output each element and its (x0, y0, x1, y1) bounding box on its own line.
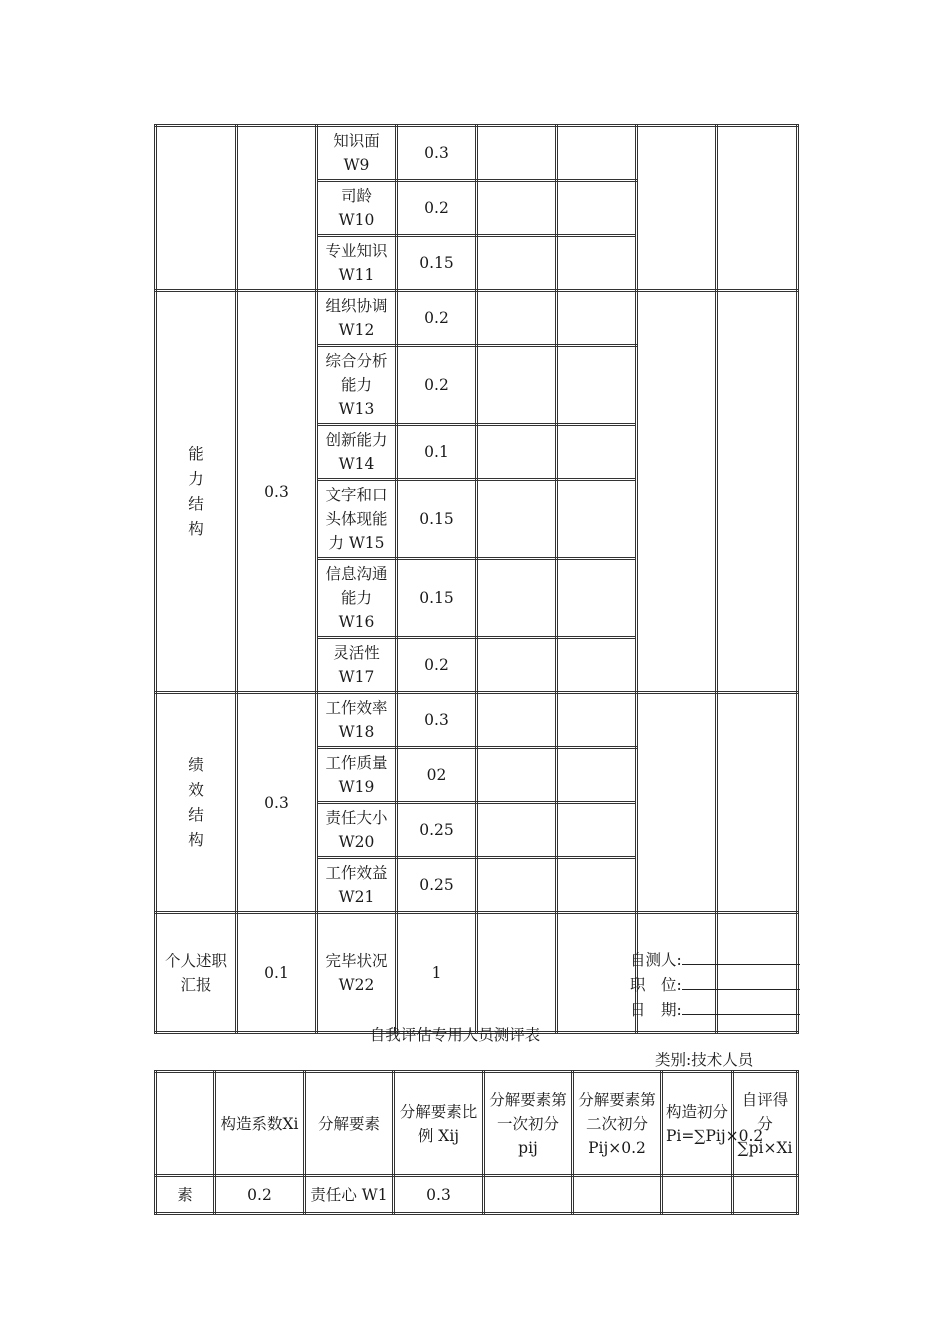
ratio-cell: 0.15 (397, 236, 477, 291)
group-weight-cell: 0.3 (237, 291, 317, 693)
group-weight-cell: 0.2 (215, 1176, 305, 1214)
date-label: 日 期: (630, 1001, 682, 1019)
second-score-cell[interactable] (557, 181, 637, 236)
table-row (156, 126, 798, 181)
ratio-cell: 0.3 (397, 693, 477, 748)
header-cell: 构造初分Pi=∑Pij×0.2 (662, 1072, 733, 1176)
first-score-cell[interactable] (477, 638, 557, 693)
tester-line[interactable] (682, 948, 800, 965)
date-line[interactable] (682, 998, 800, 1015)
second-score-cell[interactable] (573, 1176, 662, 1214)
first-score-cell[interactable] (477, 748, 557, 803)
tester-signature (630, 948, 800, 972)
ratio-cell: 0.2 (397, 291, 477, 346)
second-score-cell[interactable] (557, 480, 637, 559)
factor-cell: 创新能力W14 (317, 425, 397, 480)
factor-cell: 知识面W9 (317, 126, 397, 181)
group-name-cell (156, 126, 237, 291)
second-score-cell[interactable] (557, 803, 637, 858)
category-label: 类别:技术人员 (655, 1051, 754, 1069)
first-score-cell[interactable] (477, 181, 557, 236)
first-score-cell[interactable] (484, 1176, 573, 1214)
table-row (156, 1176, 798, 1214)
ratio-cell: 0.3 (397, 126, 477, 181)
ratio-cell: 02 (397, 748, 477, 803)
group-name-cell: 素 (156, 1176, 215, 1214)
header-row (156, 1072, 798, 1176)
initial-score-cell[interactable] (637, 291, 717, 693)
factor-cell: 工作质量W19 (317, 748, 397, 803)
header-cell: 构造系数Xi (215, 1072, 305, 1176)
first-score-cell[interactable] (477, 803, 557, 858)
position-line[interactable] (682, 973, 800, 990)
first-score-cell[interactable] (477, 126, 557, 181)
ratio-cell: 0.2 (397, 638, 477, 693)
second-score-cell[interactable] (557, 858, 637, 913)
evaluation-table-continued (154, 124, 799, 1034)
second-score-cell[interactable] (557, 693, 637, 748)
self-score-cell[interactable] (717, 693, 798, 913)
second-score-cell[interactable] (557, 126, 637, 181)
date-signature (630, 998, 800, 1022)
self-score-cell[interactable] (733, 1176, 798, 1214)
factor-cell: 专业知识W11 (317, 236, 397, 291)
ratio-cell: 0.15 (397, 559, 477, 638)
position-signature (630, 973, 800, 997)
header-cell: 分解要素第一次初分pij (484, 1072, 573, 1176)
first-score-cell[interactable] (477, 559, 557, 638)
factor-cell: 灵活性W17 (317, 638, 397, 693)
factor-cell: 责任心 W1 (305, 1176, 394, 1214)
table-row (156, 291, 798, 346)
first-score-cell[interactable] (477, 913, 557, 1033)
factor-cell: 文字和口头体现能力 W15 (317, 480, 397, 559)
group-weight-cell: 0.1 (237, 913, 317, 1033)
first-score-cell[interactable] (477, 425, 557, 480)
second-score-cell[interactable] (557, 236, 637, 291)
factor-cell: 工作效率W18 (317, 693, 397, 748)
ratio-cell: 0.3 (394, 1176, 484, 1214)
group-name-cell: 绩效结构 (156, 693, 237, 913)
tester-label: 自测人: (630, 951, 682, 969)
factor-cell: 责任大小W20 (317, 803, 397, 858)
header-cell: 分解要素第二次初分Pij×0.2 (573, 1072, 662, 1176)
first-score-cell[interactable] (477, 236, 557, 291)
group-name-cell: 能力结构 (156, 291, 237, 693)
self-evaluation-table (154, 1070, 799, 1215)
group-name-cell: 个人述职汇报 (156, 913, 237, 1033)
group-weight-cell (237, 126, 317, 291)
header-cell (156, 1072, 215, 1176)
first-score-cell[interactable] (477, 480, 557, 559)
initial-score-cell[interactable] (637, 126, 717, 291)
header-cell: 分解要素 (305, 1072, 394, 1176)
first-score-cell[interactable] (477, 693, 557, 748)
group-weight-cell: 0.3 (237, 693, 317, 913)
factor-cell: 工作效益W21 (317, 858, 397, 913)
second-score-cell[interactable] (557, 913, 637, 1033)
self-score-cell[interactable] (717, 126, 798, 291)
ratio-cell: 0.1 (397, 425, 477, 480)
ratio-cell: 1 (397, 913, 477, 1033)
factor-cell: 组织协调W12 (317, 291, 397, 346)
second-score-cell[interactable] (557, 638, 637, 693)
factor-cell: 完毕状况W22 (317, 913, 397, 1033)
form-title: 自我评估专用人员测评表 (369, 1026, 541, 1044)
second-score-cell[interactable] (557, 425, 637, 480)
ratio-cell: 0.2 (397, 346, 477, 425)
header-cell: 分解要素比例 Xij (394, 1072, 484, 1176)
factor-cell: 综合分析能力 W13 (317, 346, 397, 425)
initial-score-cell[interactable] (637, 693, 717, 913)
factor-cell: 司龄 W10 (317, 181, 397, 236)
ratio-cell: 0.25 (397, 803, 477, 858)
ratio-cell: 0.15 (397, 480, 477, 559)
initial-score-cell[interactable] (662, 1176, 733, 1214)
ratio-cell: 0.2 (397, 181, 477, 236)
second-score-cell[interactable] (557, 748, 637, 803)
header-cell: 自评得分∑pi×Xi (733, 1072, 798, 1176)
ratio-cell: 0.25 (397, 858, 477, 913)
first-score-cell[interactable] (477, 858, 557, 913)
second-score-cell[interactable] (557, 559, 637, 638)
first-score-cell[interactable] (477, 346, 557, 425)
self-score-cell[interactable] (717, 291, 798, 693)
first-score-cell[interactable] (477, 291, 557, 346)
factor-cell: 信息沟通能力 W16 (317, 559, 397, 638)
second-score-cell[interactable] (557, 346, 637, 425)
position-label: 职 位: (630, 976, 682, 994)
second-score-cell[interactable] (557, 291, 637, 346)
table-row (156, 693, 798, 748)
